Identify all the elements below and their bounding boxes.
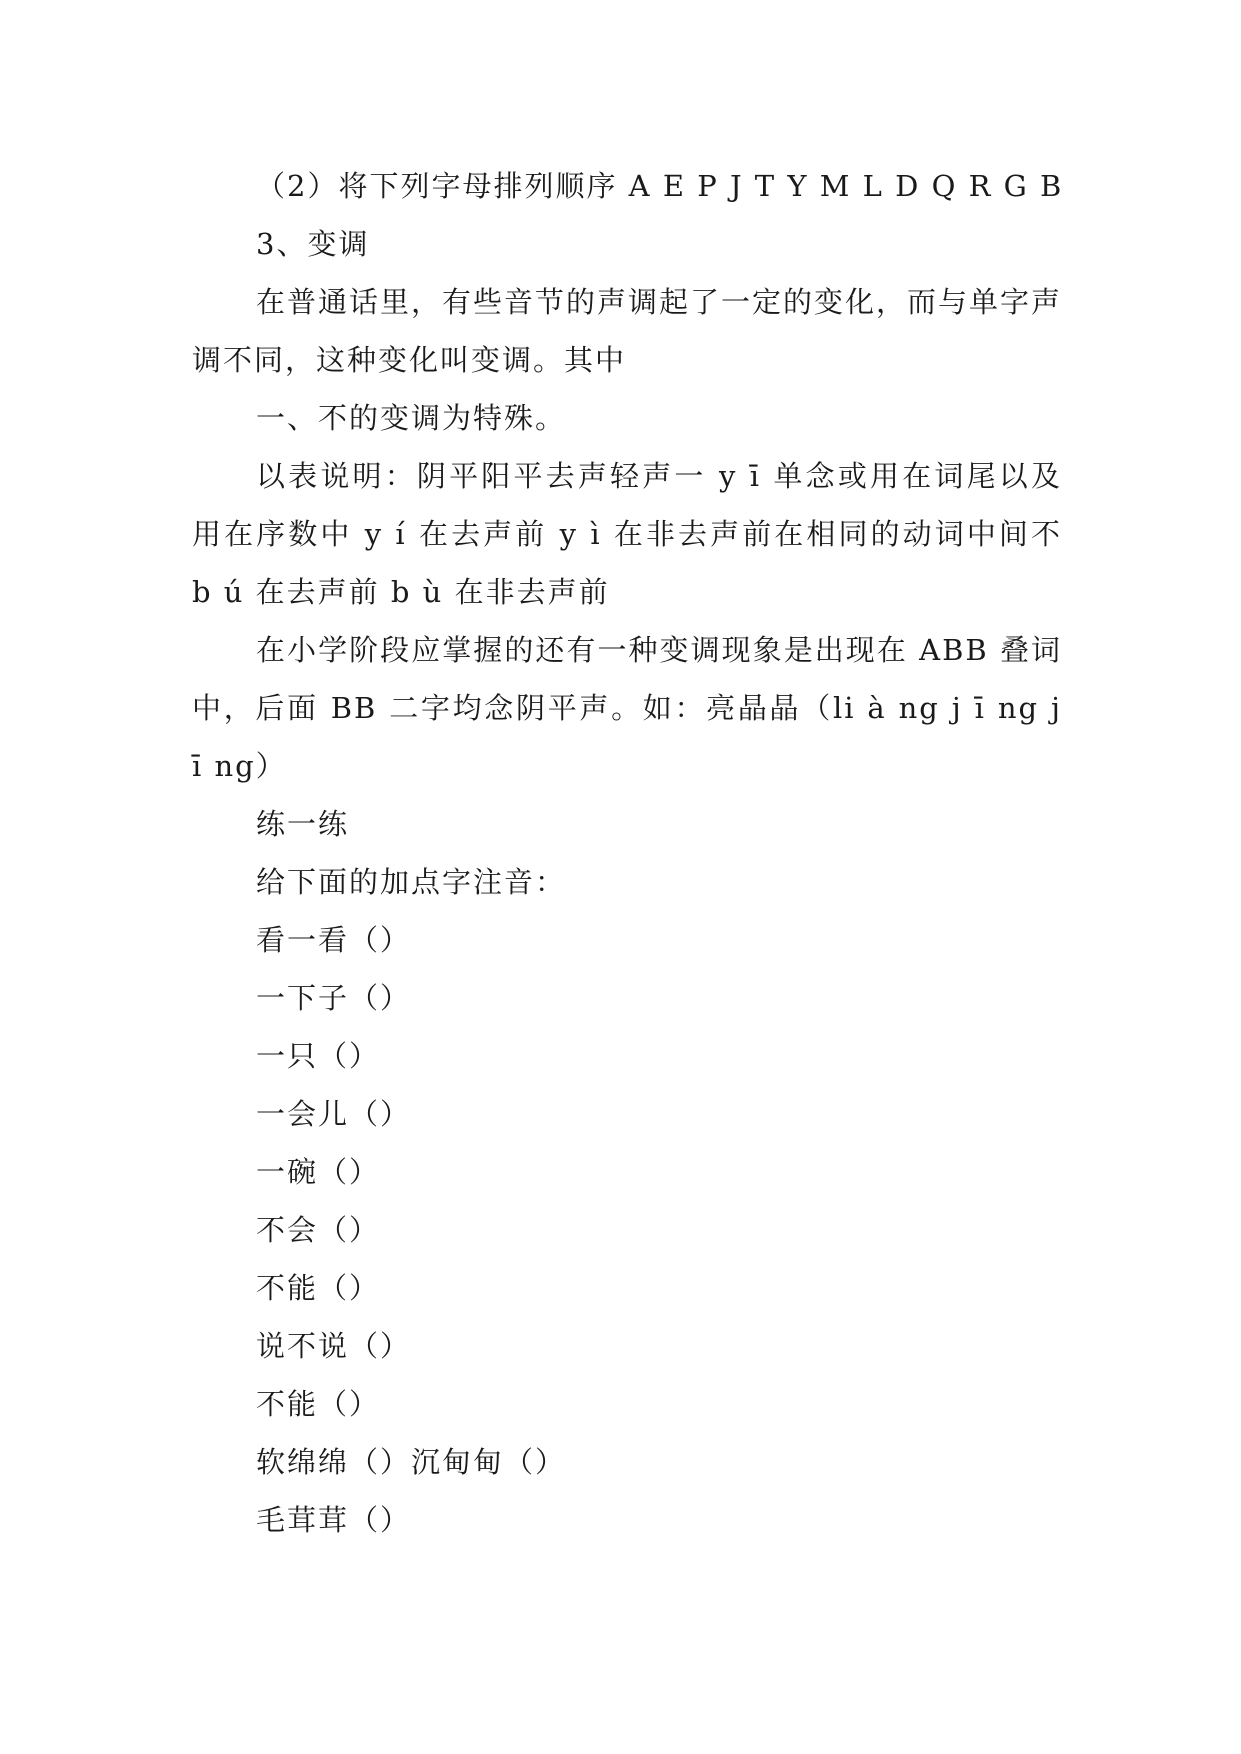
practice-title: 练一练 bbox=[256, 807, 350, 841]
exercise-item: 一会儿（） bbox=[256, 1097, 412, 1131]
exercise-item: 不能（） bbox=[256, 1387, 381, 1421]
document-body bbox=[192, 157, 1062, 1549]
intro-paragraph: 在普通话里，有些音节的声调起了一定的变化，而与单字声调不同，这种变化叫变调。其中 bbox=[192, 285, 1063, 377]
exercise-item: 毛茸茸（） bbox=[256, 1503, 412, 1537]
table-explanation-paragraph: 以表说明：阴平阳平去声轻声一 y ī 单念或用在词尾以及用在序数中 y í 在去声前 y ì 在非去声前在相同的动词中间不 b ú 在去声前 b ù 在非去声前 bbox=[192, 459, 1062, 609]
abb-rule-paragraph: 在小学阶段应掌握的还有一种变调现象是出现在 ABB 叠词中，后面 BB 二字均念阴平声。如：亮晶晶（li à ng j ī ng j ī ng） bbox=[192, 633, 1062, 783]
section-title: 3、变调 bbox=[256, 227, 370, 261]
exercise-item: 一碗（） bbox=[256, 1155, 381, 1189]
alphabet-order-line: （2）将下列字母排列顺序 A E P J T Y M L D Q R G B bbox=[256, 169, 1064, 203]
exercise-item: 软绵绵（）沉甸甸（） bbox=[256, 1445, 567, 1479]
practice-instruction: 给下面的加点字注音： bbox=[256, 865, 567, 899]
exercise-item: 一下子（） bbox=[256, 981, 412, 1015]
exercise-item: 不能（） bbox=[256, 1271, 381, 1305]
exercise-item: 说不说（） bbox=[256, 1329, 412, 1363]
special-case-line: 一、不的变调为特殊。 bbox=[256, 401, 567, 435]
exercise-item: 一只（） bbox=[256, 1039, 381, 1073]
exercise-item: 看一看（） bbox=[256, 923, 412, 957]
exercise-item: 不会（） bbox=[256, 1213, 381, 1247]
